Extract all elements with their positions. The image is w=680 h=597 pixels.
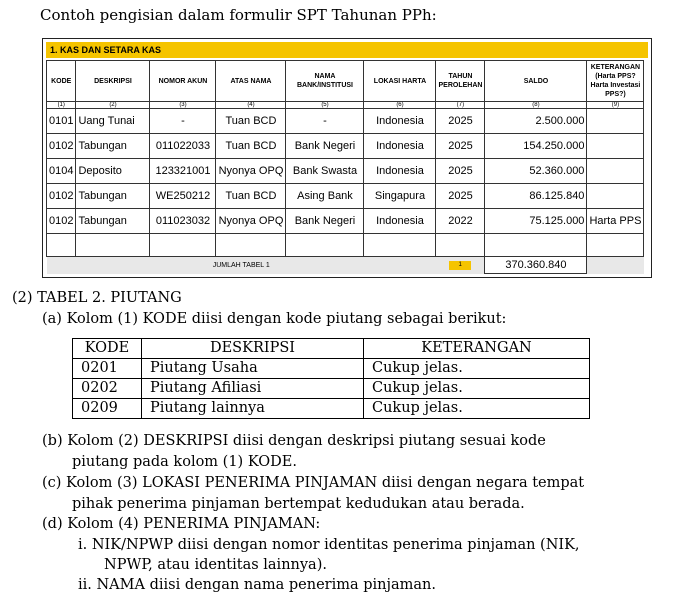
col-number: (7) [436,102,485,109]
col-number: (6) [364,102,436,109]
table-row [47,209,644,234]
cell-keterangan [587,159,644,184]
header-cell: LOKASI HARTA [364,61,436,102]
cell-saldo: 2.500.000 [485,109,587,134]
cell-saldo: 154.250.000 [485,134,587,159]
col-number: (2) [76,102,150,109]
cell-keterangan: Cukup jelas. [364,359,590,379]
intro-text: Contoh pengisian dalam formulir SPT Tahunan PPh: [40,6,437,24]
header-cell: KODE [73,339,142,359]
cell-saldo: 75.125.000 [485,209,587,234]
cell-keterangan [587,109,644,134]
cell-deskripsi: Tabungan [76,184,150,209]
cell-bank: Bank Swasta [286,159,364,184]
cell-lokasi: Indonesia [364,134,436,159]
cell-nomor-akun: 123321001 [150,159,216,184]
header-cell: KODE [47,61,76,102]
cell-nomor-akun: 011022033 [150,134,216,159]
cell-keterangan [587,184,644,209]
cell-kode: 0202 [73,379,142,399]
total-row [47,257,644,274]
cell-deskripsi: Piutang Usaha [142,359,364,379]
header-cell: KETERANGAN [364,339,590,359]
col-number: (9) [587,102,644,109]
col-number: (3) [150,102,216,109]
column-number-row [47,102,644,109]
cell-lokasi: Indonesia [364,159,436,184]
cell-deskripsi: Deposito [76,159,150,184]
cell-atas-nama: Nyonya OPQ [216,159,286,184]
kas-header-row [47,61,644,102]
cell-deskripsi: Uang Tunai [76,109,150,134]
cell-bank: - [286,109,364,134]
cell-tahun: 2022 [436,209,485,234]
item-d-ii: ii. NAMA diisi dengan nama penerima pinjaman. [78,577,436,593]
cell-kode: 0102 [47,134,76,159]
cell-nomor-akun: 011023032 [150,209,216,234]
item-d: (d) Kolom (4) PENERIMA PINJAMAN: [42,516,321,532]
item-d-i-line-1: i. NIK/NPWP diisi dengan nomor identitas penerima pinjaman (NIK, [78,537,580,553]
header-cell: TAHUN PEROLEHAN [436,61,485,102]
total-tag: 1 [449,261,471,270]
cell-kode: 0101 [47,109,76,134]
table-row [47,159,644,184]
col-number: (8) [485,102,587,109]
header-cell: DESKRIPSI [76,61,150,102]
cell-tahun: 2025 [436,109,485,134]
header-cell: DESKRIPSI [142,339,364,359]
section-2-title: (2) TABEL 2. PIUTANG [12,290,182,306]
cell-deskripsi: Piutang lainnya [142,399,364,419]
table-row [73,359,590,379]
header-cell: ATAS NAMA [216,61,286,102]
table-row [47,134,644,159]
table-row [47,109,644,134]
cell-lokasi: Singapura [364,184,436,209]
cell-atas-nama: Tuan BCD [216,134,286,159]
cell-deskripsi: Tabungan [76,134,150,159]
cell-kode: 0104 [47,159,76,184]
cell-bank: Bank Negeri [286,134,364,159]
header-cell: KETERANGAN (Harta PPS? Harta Investasi PPS?) [587,61,644,102]
cell-atas-nama: Nyonya OPQ [216,209,286,234]
cell-keterangan: Cukup jelas. [364,399,590,419]
kas-table [46,60,644,274]
cell-deskripsi: Piutang Afiliasi [142,379,364,399]
item-c-line-2: pihak penerima pinjaman bertempat kedudukan atau berada. [72,496,525,512]
cell-nomor-akun: - [150,109,216,134]
col-number: (5) [286,102,364,109]
piutang-header-row [73,339,590,359]
cell-bank: Bank Negeri [286,209,364,234]
cell-saldo: 86.125.840 [485,184,587,209]
cell-keterangan: Harta PPS [587,209,644,234]
cell-kode: 0209 [73,399,142,419]
piutang-code-table [72,338,590,419]
cell-atas-nama: Tuan BCD [216,184,286,209]
cell-keterangan: Cukup jelas. [364,379,590,399]
cell-deskripsi: Tabungan [76,209,150,234]
cell-keterangan [587,134,644,159]
section-title-bar: 1. KAS DAN SETARA KAS [46,42,648,58]
item-c-line-1: (c) Kolom (3) LOKASI PENERIMA PINJAMAN diisi dengan negara tempat [42,475,585,491]
cell-atas-nama: Tuan BCD [216,109,286,134]
item-b-line-2: piutang pada kolom (1) KODE. [72,454,297,470]
cell-kode: 0102 [47,209,76,234]
total-label: JUMLAH TABEL 1 [47,257,436,274]
col-number: (1) [47,102,76,109]
col-number: (4) [216,102,286,109]
item-d-i-line-2: NPWP, atau identitas lainnya). [104,557,327,573]
cell-kode: 0201 [73,359,142,379]
cell-kode: 0102 [47,184,76,209]
cell-lokasi: Indonesia [364,209,436,234]
cell-tahun: 2025 [436,184,485,209]
cell-tahun: 2025 [436,134,485,159]
table-row [73,379,590,399]
cell-nomor-akun: WE250212 [150,184,216,209]
cell-lokasi: Indonesia [364,109,436,134]
item-b-line-1: (b) Kolom (2) DESKRIPSI diisi dengan deskripsi piutang sesuai kode [42,433,546,449]
cell-bank: Asing Bank [286,184,364,209]
spt-form-image [42,38,652,278]
header-cell: NOMOR AKUN [150,61,216,102]
cell-tahun: 2025 [436,159,485,184]
cell-saldo: 52.360.000 [485,159,587,184]
item-a: (a) Kolom (1) KODE diisi dengan kode piutang sebagai berikut: [42,311,507,327]
empty-row [47,234,644,257]
header-cell: SALDO [485,61,587,102]
header-cell: NAMA BANK/INSTITUSI [286,61,364,102]
total-value: 370.360.840 [485,257,587,274]
table-row [73,399,590,419]
table-row [47,184,644,209]
